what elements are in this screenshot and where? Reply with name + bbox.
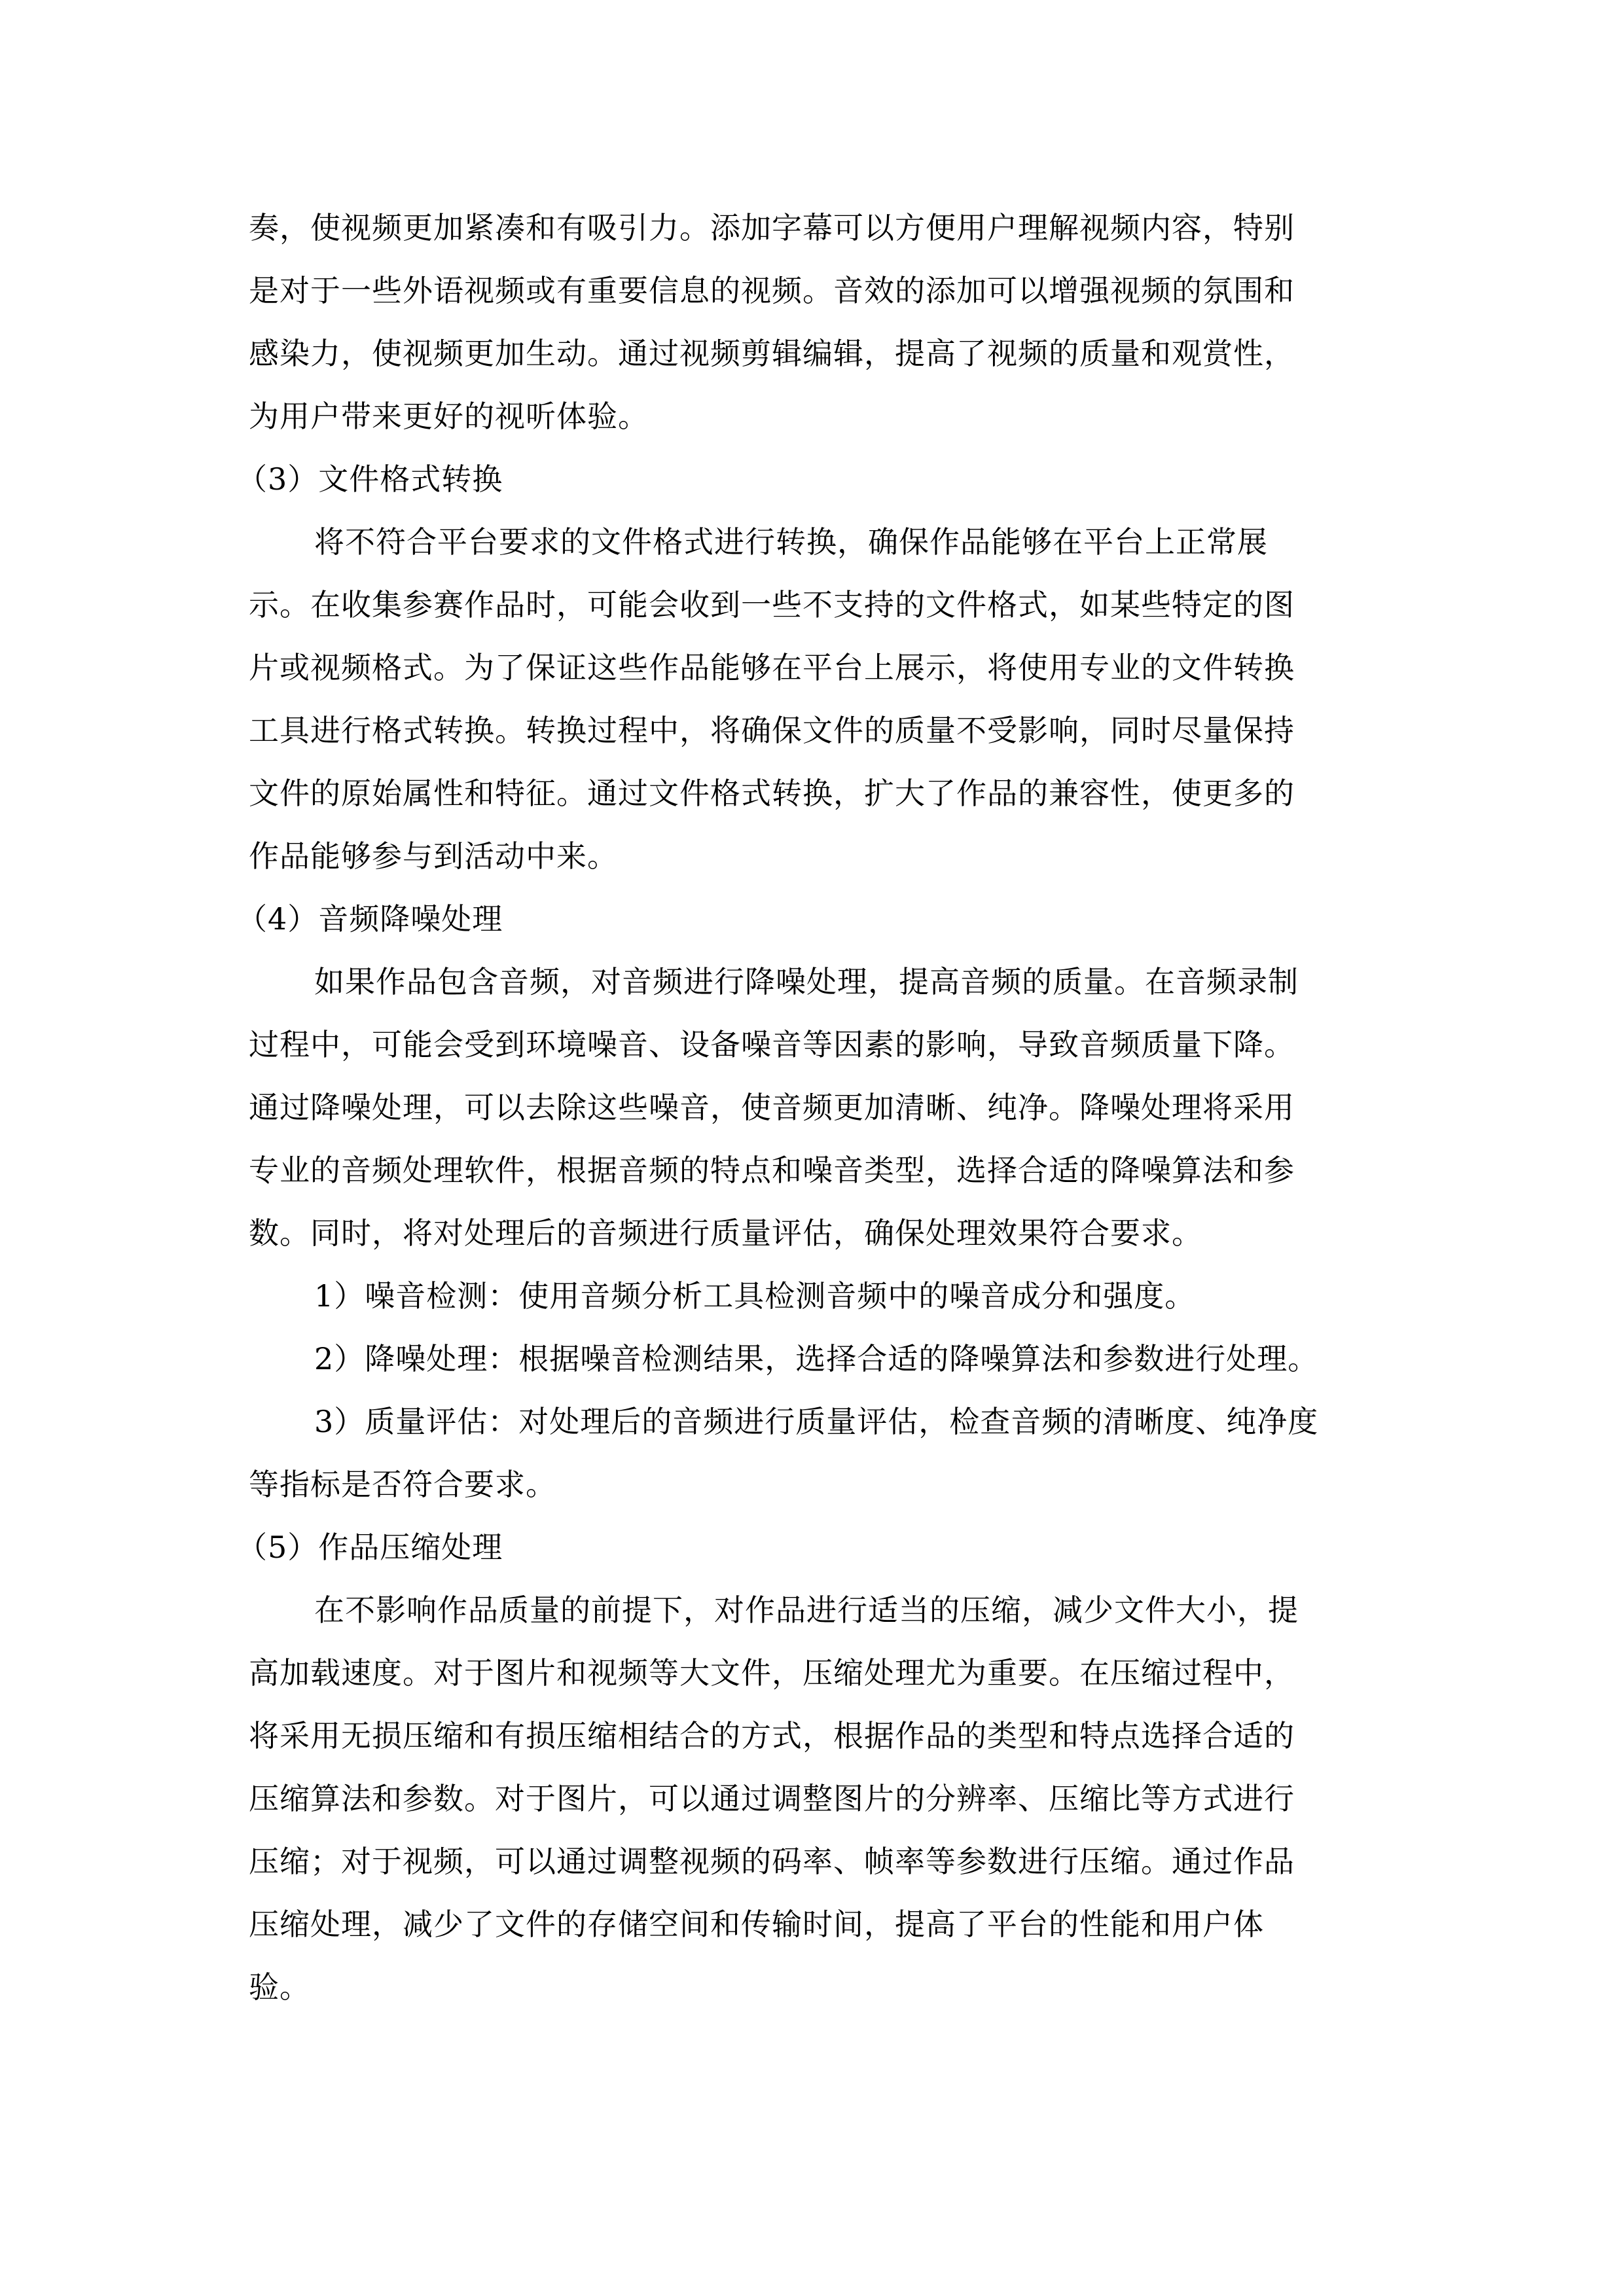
paragraph-line: 感染力，使视频更加生动。通过视频剪辑编辑，提高了视频的质量和观赏性，	[249, 336, 1295, 371]
paragraph-line: 验。	[249, 1969, 310, 2005]
paragraph-line: 在不影响作品质量的前提下，对作品进行适当的压缩，减少文件大小，提	[314, 1592, 1299, 1628]
paragraph-line: 数。同时，将对处理后的音频进行质量评估，确保处理效果符合要求。	[249, 1215, 1202, 1251]
paragraph-line: 示。在收集参赛作品时，可能会收到一些不支持的文件格式，如某些特定的图	[249, 587, 1295, 622]
paragraph-line: 片或视频格式。为了保证这些作品能够在平台上展示，将使用专业的文件转换	[249, 650, 1295, 685]
list-item-denoise-processing: 2）降噪处理：根据噪音检测结果，选择合适的降噪算法和参数进行处理。	[314, 1341, 1319, 1376]
paragraph-line: 过程中，可能会受到环境噪音、设备噪音等因素的影响，导致音频质量下降。	[249, 1027, 1295, 1062]
paragraph-line: 奏，使视频更加紧凑和有吸引力。添加字幕可以方便用户理解视频内容，特别	[249, 210, 1295, 245]
paragraph-line: 高加载速度。对于图片和视频等大文件，压缩处理尤为重要。在压缩过程中，	[249, 1655, 1295, 1691]
section-heading-format-conversion: （3）文件格式转换	[237, 461, 503, 497]
paragraph-line: 压缩；对于视频，可以通过调整视频的码率、帧率等参数进行压缩。通过作品	[249, 1844, 1295, 1879]
section-heading-compression: （5）作品压缩处理	[237, 1530, 503, 1565]
paragraph-line: 将不符合平台要求的文件格式进行转换，确保作品能够在平台上正常展	[314, 524, 1268, 560]
paragraph-video-editing	[249, 196, 1381, 448]
paragraph-line: 是对于一些外语视频或有重要信息的视频。音效的添加可以增强视频的氛围和	[249, 273, 1295, 308]
paragraph-line: 压缩处理，减少了文件的存储空间和传输时间，提高了平台的性能和用户体	[249, 1907, 1264, 1942]
list-item-quality-assessment: 3）质量评估：对处理后的音频进行质量评估，检查音频的清晰度、纯净度	[314, 1404, 1319, 1439]
document-page	[237, 196, 1381, 2018]
paragraph-line: 将采用无损压缩和有损压缩相结合的方式，根据作品的类型和特点选择合适的	[249, 1718, 1295, 1753]
paragraph-format-conversion	[249, 511, 1381, 888]
paragraph-line: 为用户带来更好的视听体验。	[249, 399, 649, 434]
section-heading-audio-denoise: （4）音频降噪处理	[237, 901, 503, 937]
paragraph-line: 专业的音频处理软件，根据音频的特点和噪音类型，选择合适的降噪算法和参	[249, 1153, 1295, 1188]
paragraph-line: 作品能够参与到活动中来。	[249, 838, 618, 874]
paragraph-line: 文件的原始属性和特征。通过文件格式转换，扩大了作品的兼容性，使更多的	[249, 776, 1295, 811]
paragraph-line: 通过降噪处理，可以去除这些噪音，使音频更加清晰、纯净。降噪处理将采用	[249, 1090, 1295, 1125]
paragraph-line: 压缩算法和参数。对于图片，可以通过调整图片的分辨率、压缩比等方式进行	[249, 1781, 1295, 1816]
paragraph-audio-denoise	[249, 950, 1381, 1265]
paragraph-compression	[249, 1579, 1381, 2018]
list-item-quality-assessment-continued: 等指标是否符合要求。	[249, 1467, 556, 1502]
paragraph-line: 工具进行格式转换。转换过程中，将确保文件的质量不受影响，同时尽量保持	[249, 713, 1295, 748]
paragraph-line: 如果作品包含音频，对音频进行降噪处理，提高音频的质量。在音频录制	[314, 964, 1299, 999]
list-item-noise-detection: 1）噪音检测：使用音频分析工具检测音频中的噪音成分和强度。	[314, 1278, 1196, 1314]
denoise-steps-list	[249, 1265, 1381, 1516]
